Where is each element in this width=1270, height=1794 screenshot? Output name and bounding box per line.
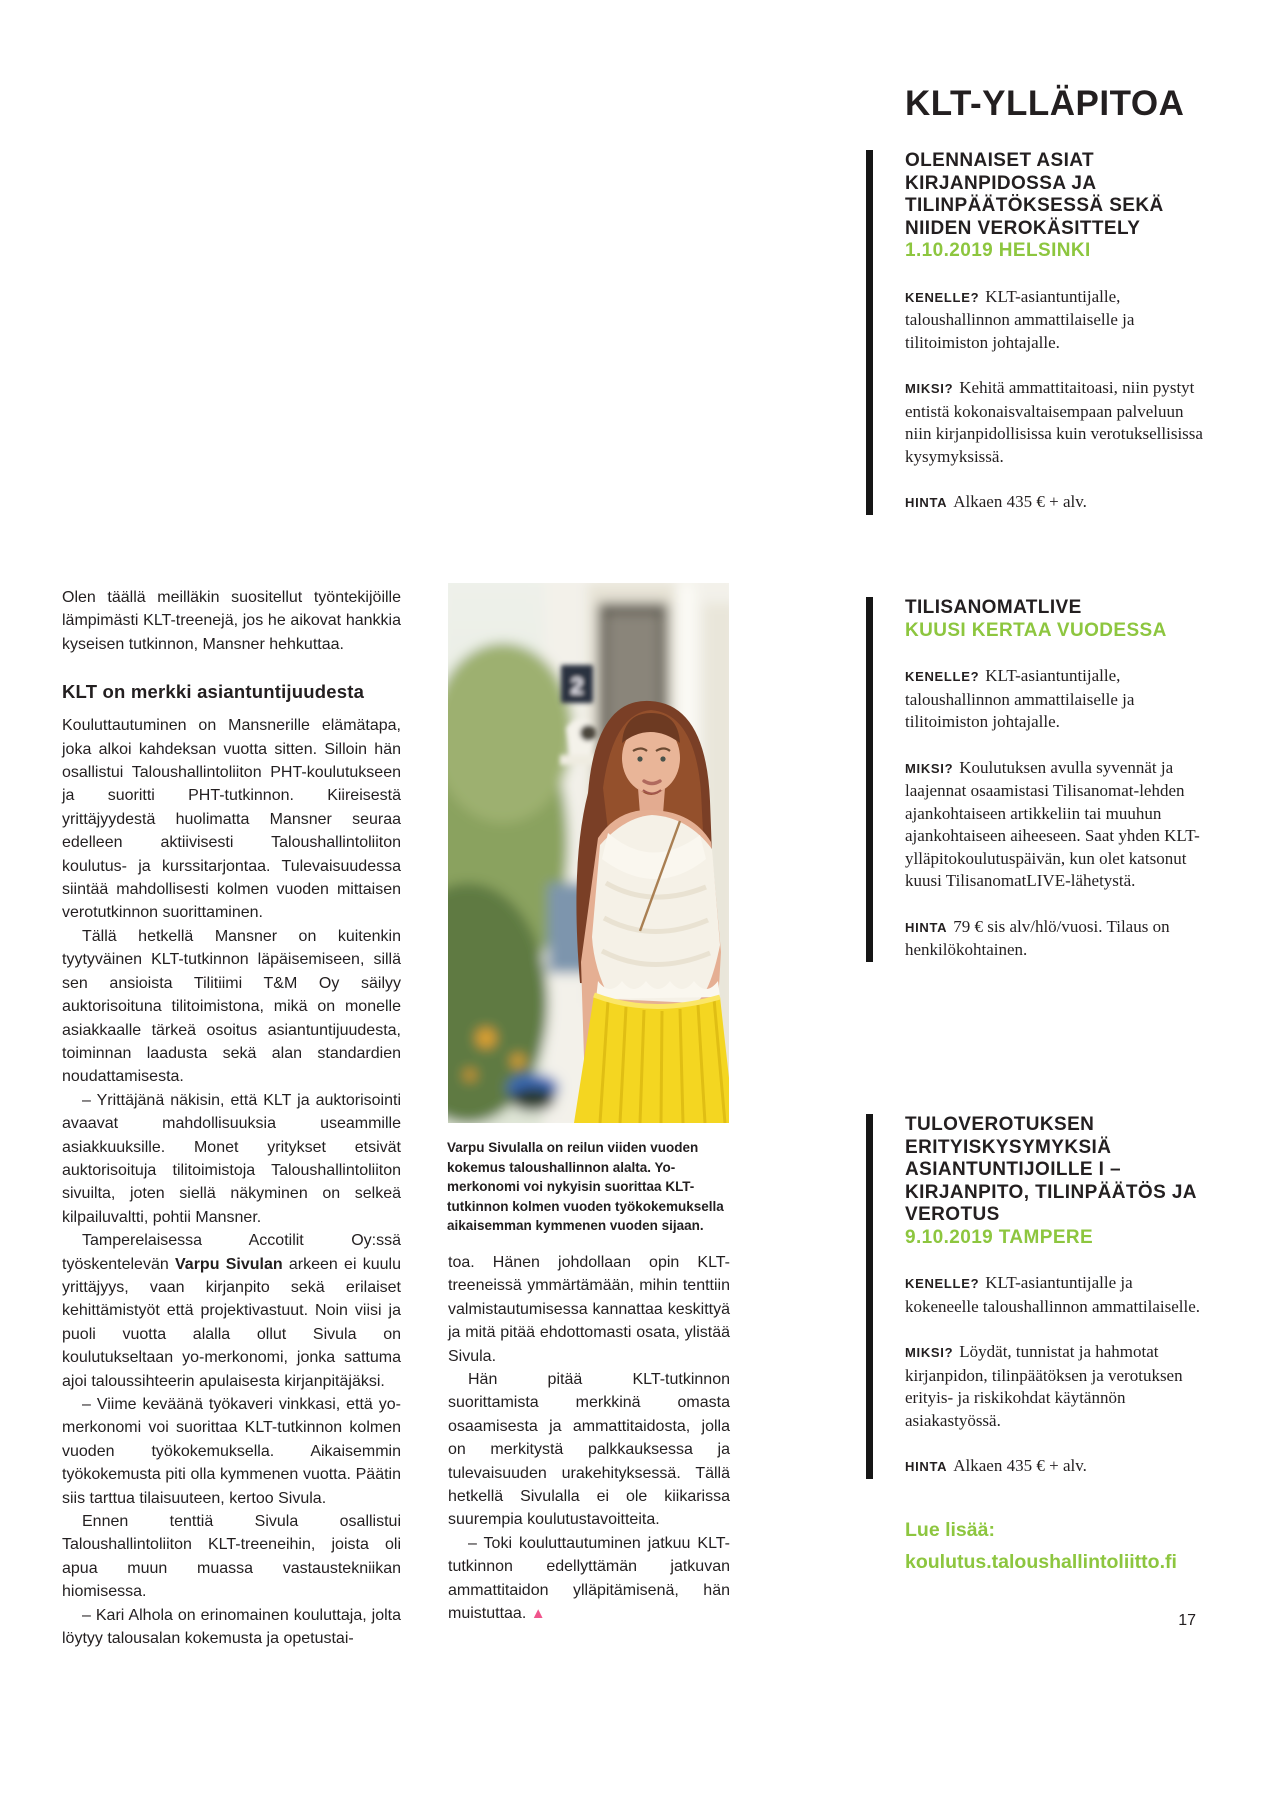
paragraph: – Kari Alhola on erinomainen kouluttaja, jolta löytyy talousalan kokemusta ja opetustai- <box>62 1606 401 1648</box>
course-card-3 <box>866 1114 1205 1479</box>
house-number-text: 2 <box>570 673 584 700</box>
paragraph: Ennen tenttiä Sivula osallistui Taloushallintoliiton KLT-treeneihin, joista oli apua muun muassa vastaustekniikan hiomisessa. <box>62 1513 401 1601</box>
course-heading: OLENNAISET ASIAT KIRJANPIDOSSA JA TILINPÄÄTÖKSESSÄ SEKÄ NIIDEN VEROKÄSITTELY <box>905 150 1164 239</box>
paragraph: toa. Hänen johdollaan opin KLT-treeneissä ymmärtämään, mihin tenttiin valmistautumisessa kannattaa keskittyä ja mitä pitää ehdottomasti osata, ylistää Sivula. <box>448 1254 730 1365</box>
detail-label: HINTA <box>905 919 948 935</box>
course-heading: TILISANOMATLIVE <box>905 597 1082 618</box>
course-date-location: KUUSI KERTAA VUODESSA <box>905 619 1167 641</box>
course-detail <box>905 1455 1205 1479</box>
course-detail <box>905 491 1205 515</box>
photo-caption: Varpu Sivulalla on reilun viiden vuoden kokemus taloushallinnon alalta. Yo-merkonomi voi nykyisin suorittaa KLT-tutkinnon kolmen vuoden työkokemuksella aikaisemman kymmenen vuoden sijaan. <box>447 1140 724 1233</box>
article-middle-column <box>448 1251 730 1626</box>
paragraph <box>62 1229 401 1393</box>
article-left-column <box>62 586 401 1650</box>
course-detail <box>905 757 1205 893</box>
paragraph <box>448 1532 730 1626</box>
article-subheading: KLT on merkki asiantuntijuudesta <box>62 681 365 703</box>
text-segment: Tamperelaisessa Accotilit Oy:ssä työskentelevän <box>62 1232 401 1273</box>
read-more-block <box>905 1514 1177 1578</box>
paragraph: Kouluttautuminen on Mansnerille elämätapa, joka alkoi kahdeksan vuotta sitten. Silloin hän osallistui Taloushallintoliiton PHT-koulutukseen ja suoritti PHT-tutkinnon. Kiireisestä yrittäjyydestä huolimatta Mansner seuraa edelleen aktiivisesti Taloushallintoliiton koulutus- ja kurssitarjontaa. Tulevaisuudessa siintää mahdollisesti kolmen vuoden mittaisen verotutkinnon suorittaminen. <box>62 717 401 922</box>
course-detail <box>905 916 1205 962</box>
portrait-woman-illustration <box>448 583 729 1123</box>
detail-text: Kehitä ammattitaitoasi, niin pystyt entistä kokonaisvaltaisempaan palveluun niin kirjanpidollisissa kuin verotuksellisissa kysymyksissä. <box>905 378 1203 466</box>
course-detail <box>905 1272 1205 1318</box>
detail-text: Löydät, tunnistat ja hahmotat kirjanpidon, tilinpäätöksen ja verotuksen erityis- ja riskikohdat käytännön asiakastyössä. <box>905 1342 1183 1430</box>
person-name: Varpu Sivulan <box>175 1255 283 1273</box>
page-number: 17 <box>1178 1612 1196 1629</box>
detail-label: KENELLE? <box>905 1276 980 1291</box>
detail-text: KLT-asiantuntijalle, taloushallinnon ammattilaiselle ja tilitoimiston johtajalle. <box>905 286 1135 352</box>
course-date-location: 9.10.2019 TAMPERE <box>905 1226 1094 1248</box>
detail-text: KLT-asiantuntijalle ja kokeneelle taloushallinnon ammattilaiselle. <box>905 1273 1201 1316</box>
detail-text: Alkaen 435 € + alv. <box>953 1456 1087 1475</box>
detail-label: HINTA <box>905 495 948 510</box>
course-detail <box>905 377 1205 468</box>
course-date-location: 1.10.2019 HELSINKI <box>905 240 1091 261</box>
house-number-sign <box>561 665 593 703</box>
end-of-article-marker: ▲ <box>530 1605 546 1623</box>
detail-text: Koulutuksen avulla syvennät ja laajennat osaamistasi Tilisanomat-lehden ajankohtaiseen artikkeliin tai muuhun ajankohtaiseen aiheeseen. Saat yhden KLT-ylläpitokoulutuspäivän, kun olet katsonut kuusi TilisanomatLIVE-lähetystä. <box>905 757 1200 890</box>
detail-text: Alkaen 435 € + alv. <box>953 492 1087 511</box>
course-detail <box>905 665 1205 734</box>
sidebar-title: KLT-YLLÄPITOA <box>905 84 1185 123</box>
intro-paragraph: Olen täällä meilläkin suositellut työntekijöille lämpimästi KLT-treenejä, jos he aikovat hankkia kyseisen tutkinnon, Mansner hehkuttaa. <box>62 589 401 653</box>
paragraph: – Viime keväänä työkaveri vinkkasi, että yo-merkonomi voi suorittaa KLT-tutkinnon kolmen vuoden työkokemuksella. Aikaisemmin työkokemusta piti olla kymmenen vuotta. Päätin siis tarttua tilaisuuteen, kertoo Sivula. <box>62 1396 401 1507</box>
course-card-1 <box>866 150 1205 515</box>
paragraph: Tällä hetkellä Mansner on kuitenkin tyytyväinen KLT-tutkinnon läpäisemiseen, sillä sen ansioista Tilitiimi T&M Oy säilyy auktorisoituna tilitoimistona, mikä on monelle asiakkaalle tärkeä osoitus asiantuntijuudesta, toiminnan laadusta sekä alan standardien noudattamisesta. <box>62 927 401 1086</box>
text-segment: – Toki kouluttautuminen jatkuu KLT-tutkinnon edellyttämän jatkuvan ammattitaidon ylläpitämisenä, hän muistuttaa. <box>448 1534 730 1623</box>
course-detail <box>905 286 1205 355</box>
course-detail <box>905 1341 1205 1432</box>
detail-label: MIKSI? <box>905 1345 954 1360</box>
detail-label: KENELLE? <box>905 669 980 684</box>
detail-text: 79 € sis alv/hlö/vuosi. Tilaus on henkilökohtainen. <box>905 916 1170 959</box>
text-segment: arkeen ei kuulu yrittäjyys, vaan kirjanpito sekä erilaiset kehittämistyöt että projektivastuut. Noin viisi ja puoli vuotta alalla ollut Sivula on koulutukseltaan yo-merkonomi, jonka sattuma ajoi taloussihteerin apulaisesta kirjanpitäjäksi. <box>62 1255 402 1390</box>
detail-text: KLT-asiantuntijalle, taloushallinnon ammattilaiselle ja tilitoimiston johtajalle. <box>905 666 1135 731</box>
course-website-link[interactable]: koulutus.taloushallintoliitto.fi <box>905 1551 1177 1573</box>
detail-label: KENELLE? <box>905 289 980 305</box>
article-photo <box>448 583 729 1123</box>
paragraph: – Yrittäjänä näkisin, että KLT ja auktorisointi avaavat mahdollisuuksia useammille asiakkuuksille. Monet yritykset etsivät auktorisoituja tilitoimistoja Taloushallintoliiton sivuilta, joten siellä näkyminen on selkeä kilpailuvaltti, pohtii Mansner. <box>62 1091 401 1226</box>
detail-label: MIKSI? <box>905 381 954 396</box>
course-heading: TULOVEROTUKSEN ERITYISKYSYMYKSIÄ ASIANTUNTIJOILLE I – KIRJANPITO, TILINPÄÄTÖS JA VEROTUS <box>905 1114 1197 1225</box>
paragraph: Hän pitää KLT-tutkinnon suorittamista merkkinä omasta osaamisesta ja ammattitaidosta, jolla on merkitystä palkkauksessa ja tulevaisuuden urakehityksessä. Tällä hetkellä Sivulalla ei ole kiikarissa suurempia koulutustavoitteita. <box>448 1371 730 1529</box>
detail-label: MIKSI? <box>905 760 954 776</box>
course-card-2 <box>866 597 1205 962</box>
woman-figure <box>574 701 729 1123</box>
detail-label: HINTA <box>905 1459 948 1474</box>
read-more-label: Lue lisää: <box>905 1519 995 1541</box>
